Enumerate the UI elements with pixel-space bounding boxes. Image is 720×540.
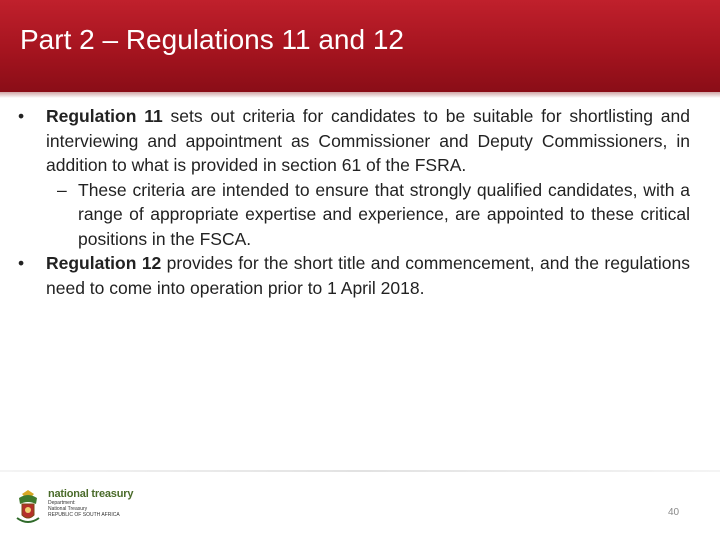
bullet-marker: • xyxy=(18,253,25,273)
bullet-bold-label: Regulation 11 xyxy=(46,106,163,126)
logo-line-national-treasury: National Treasury xyxy=(48,506,88,512)
slide-body xyxy=(18,104,690,300)
sub-bullet-text: These criteria are intended to ensure that strongly qualified candidates, with a range of appropriate expertise and experience, are appointed to these critical positions in the FSCA. xyxy=(78,179,690,249)
bullet-regulation-12 xyxy=(18,251,690,300)
national-treasury-logo xyxy=(14,488,164,528)
logo-name: national treasury xyxy=(48,488,134,500)
slide-title: Part 2 – Regulations 11 and 12 xyxy=(20,24,404,55)
coat-of-arms-icon xyxy=(14,488,42,526)
bullet-text: sets out criteria for candidates to be suitable for shortlisting and interviewing and appointment as Commissioner and Deputy Commissioners, in addition to what is provided in section 61 of the FSRA. xyxy=(46,106,690,175)
sub-bullet-marker: – xyxy=(57,179,67,200)
logo-line-republic: REPUBLIC OF SOUTH AFRICA xyxy=(48,512,120,518)
bullet-marker: • xyxy=(18,106,25,126)
sub-bullet-criteria xyxy=(18,178,690,252)
bullet-text: provides for the short title and commencement, and the regulations need to come into operation prior to 1 April 2018. xyxy=(46,253,690,298)
bullet-regulation-11 xyxy=(18,104,690,178)
logo-line-department: Department: xyxy=(48,500,76,506)
bullet-bold-label: Regulation 12 xyxy=(46,253,162,273)
footer-divider xyxy=(0,470,720,472)
logo-text xyxy=(48,488,168,518)
title-shadow xyxy=(0,92,720,98)
page-number: 40 xyxy=(668,507,680,518)
